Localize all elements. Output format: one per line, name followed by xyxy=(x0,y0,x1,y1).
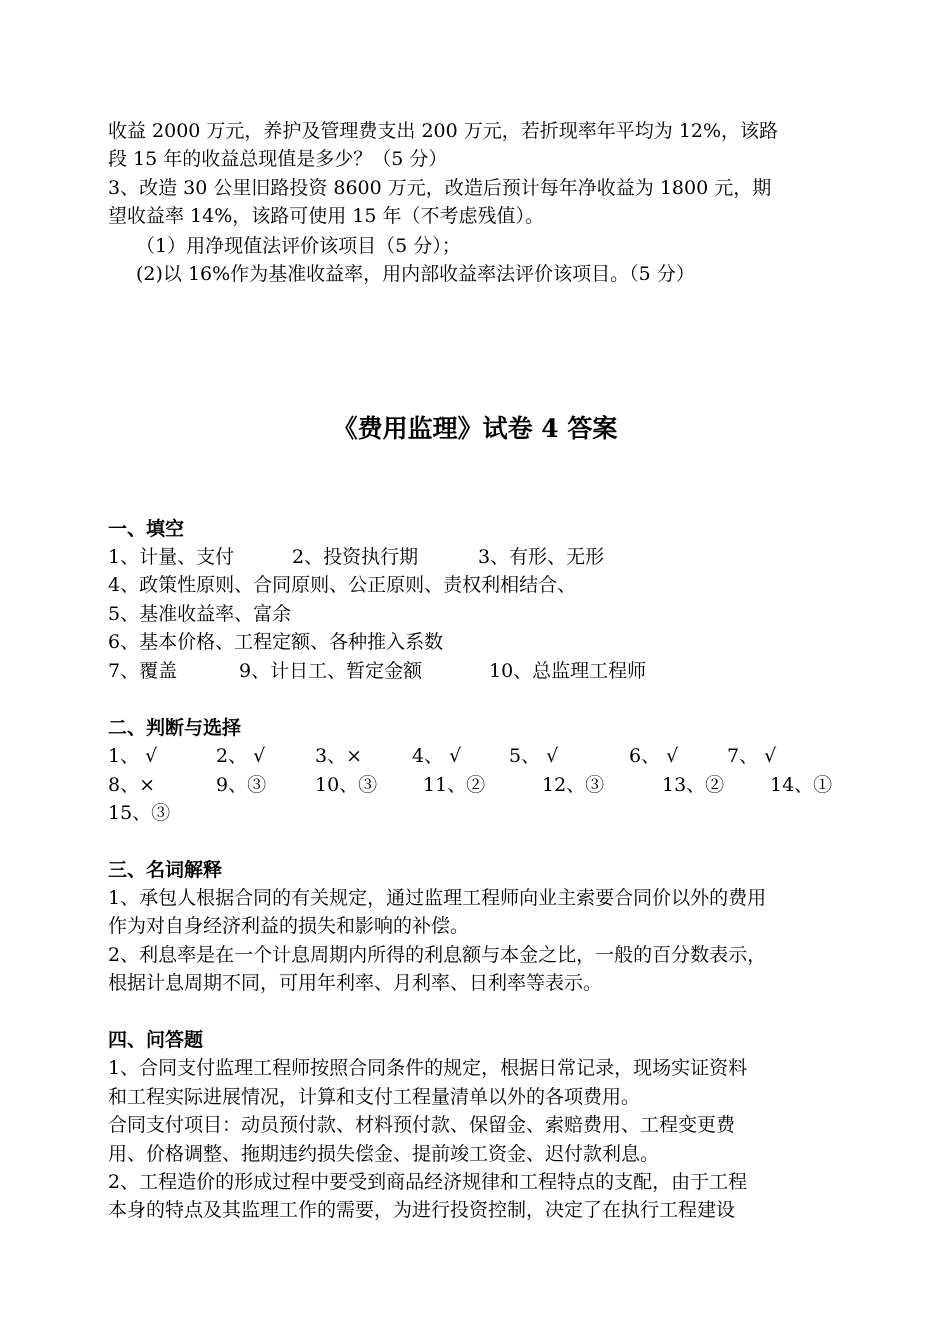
answer-item: 10、总监理工程师 xyxy=(489,660,647,682)
question-subitem: （1）用净现值法评价该项目（5 分）； xyxy=(136,235,461,257)
answer-line: 根据计息周期不同，可用年利率、月利率、日利率等表示。 xyxy=(108,972,603,994)
question-line: 望收益率 14%，该路可使用 15 年（不考虑残值）。 xyxy=(108,205,545,227)
answer-item: 1、 √ xyxy=(108,745,158,767)
answer-line: 6、基本价格、工程定额、各种推入系数 xyxy=(108,631,444,653)
question-subitem: (2)以 16%作为基准收益率，用内部收益率法评价该项目。（5 分） xyxy=(136,263,695,285)
answer-item: 8、× xyxy=(108,774,156,796)
question-line: 段 15 年的收益总现值是多少？（5 分） xyxy=(108,148,448,170)
answer-line: 合同支付项目：动员预付款、材料预付款、保留金、索赔费用、工程变更费 xyxy=(108,1114,736,1136)
section-heading: 三、名词解释 xyxy=(108,859,223,881)
answer-line: 本身的特点及其监理工作的需要，为进行投资控制，决定了在执行工程建设 xyxy=(108,1199,736,1221)
answer-item: 7、 √ xyxy=(727,745,777,767)
answer-item: 14、① xyxy=(770,774,833,796)
answer-item: 15、③ xyxy=(108,802,171,824)
answer-item: 6、 √ xyxy=(629,745,679,767)
answer-item: 3、有形、无形 xyxy=(478,546,605,568)
answer-line: 作为对自身经济利益的损失和影响的补偿。 xyxy=(108,915,470,937)
answer-item: 9、③ xyxy=(216,774,267,796)
answer-item: 10、③ xyxy=(315,774,378,796)
question-line: 3、改造 30 公里旧路投资 8600 万元，改造后预计每年净收益为 1800 元，期 xyxy=(108,177,772,199)
answer-line: 1、承包人根据合同的有关规定，通过监理工程师向业主索要合同价以外的费用 xyxy=(108,887,767,909)
answer-line: 5、基准收益率、富余 xyxy=(108,603,292,625)
section-heading: 四、问答题 xyxy=(108,1029,204,1051)
answer-line: 用、价格调整、拖期违约损失偿金、提前竣工资金、迟付款利息。 xyxy=(108,1143,660,1165)
answer-item: 4、 √ xyxy=(412,745,462,767)
answer-line: 4、政策性原则、合同原则、公正原则、责权利相结合、 xyxy=(108,574,577,596)
answer-item: 9、计日工、暂定金额 xyxy=(239,660,423,682)
answer-item: 12、③ xyxy=(542,774,605,796)
question-line: 收益 2000 万元，养护及管理费支出 200 万元，若折现率年平均为 12%，该路 xyxy=(108,120,779,142)
answer-item: 2、 √ xyxy=(216,745,266,767)
answer-item: 1、计量、支付 xyxy=(108,546,235,568)
answer-item: 5、 √ xyxy=(509,745,559,767)
answer-item: 13、② xyxy=(662,774,725,796)
section-heading: 一、填空 xyxy=(108,518,185,540)
answer-line: 2、工程造价的形成过程中要受到商品经济规律和工程特点的支配，由于工程 xyxy=(108,1171,748,1193)
answer-line: 1、合同支付监理工程师按照合同条件的规定，根据日常记录，现场实证资料 xyxy=(108,1057,748,1079)
answer-line: 2、利息率是在一个计息周期内所得的利息额与本金之比，一般的百分数表示， xyxy=(108,944,767,966)
section-heading: 二、判断与选择 xyxy=(108,717,242,739)
answer-item: 3、× xyxy=(315,745,363,767)
answer-item: 11、② xyxy=(423,774,486,796)
answer-item: 7、覆盖 xyxy=(108,660,178,682)
answer-item: 2、投资执行期 xyxy=(292,546,419,568)
answer-title: 《费用监理》试卷 4 答案 xyxy=(332,414,618,443)
answer-line: 和工程实际进展情况，计算和支付工程量清单以外的各项费用。 xyxy=(108,1086,641,1108)
